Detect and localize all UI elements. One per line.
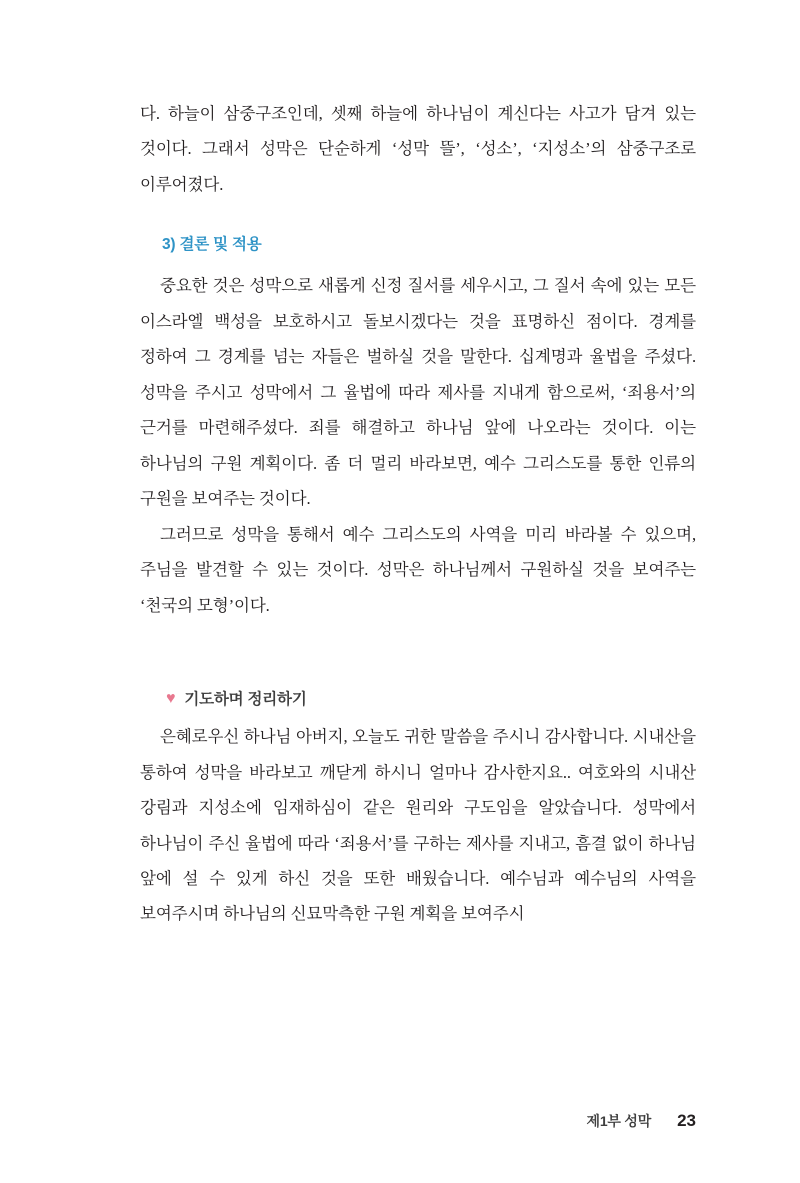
page-footer <box>587 1111 697 1131</box>
prayer-heading <box>166 687 696 709</box>
footer-section-label: 제1부 성막 <box>586 1113 652 1129</box>
section-heading: 3) 결론 및 적용 <box>162 236 262 254</box>
heart-icon: ♥ <box>166 690 176 708</box>
prayer-heading-label: 기도하며 정리하기 <box>184 691 307 709</box>
section-paragraph-1: 중요한 것은 성막으로 새롭게 신정 질서를 세우시고, 그 질서 속에 있는 모든 이스라엘 백성을 보호하시고 돌보시겠다는 것을 표명하신 점이다. 경계를 정하여 그 경계를 넘는 자들은 벌하실 것을 말한다. 십계명과 율법을 주셨다. 성막을 주시고 성막에서 그 율법에 따라 제사를 지내게 함으로써, ‘죄용서’의 근거를 마련해주셨다. 죄를 해결하고 하나님 앞에 나오라는 것이다. 이는 하나님의 구원 계획이다. 좀 더 멀리 바라보면, 예수 그리스도를 통한 인류의 구원을 보여주는 것이다. <box>140 276 696 509</box>
footer-page-number: 23 <box>677 1111 696 1130</box>
section-paragraph-2: 그러므로 성막을 통해서 예수 그리스도의 사역을 미리 바라볼 수 있으며, 주님을 발견할 수 있는 것이다. 성막은 하나님께서 구원하실 것을 보여주는 ‘천국의 모형’이다. <box>140 524 696 615</box>
top-paragraph: 다. 하늘이 삼중구조인데, 셋째 하늘에 하나님이 계신다는 사고가 담겨 있는 것이다. 그래서 성막은 단순하게 ‘성막 뜰’, ‘성소’, ‘지성소’의 삼중구조로 이루어졌다. <box>140 104 696 194</box>
prayer-paragraph: 은혜로우신 하나님 아버지, 오늘도 귀한 말씀을 주시니 감사합니다. 시내산을 통하여 성막을 바라보고 깨닫게 하시니 얼마나 감사한지요.. 여호와의 시내산 강림과 지성소에 임재하심이 같은 원리와 구도임을 알았습니다. 성막에서 하나님이 주신 율법에 따라 ‘죄용서’를 구하는 제사를 지내고, 흠결 없이 하나님 앞에 설 수 있게 하신 것을 또한 배웠습니다. 예수님과 예수님의 사역을 보여주시며 하나님의 신묘막측한 구원 계획을 보여주시 <box>140 727 696 924</box>
